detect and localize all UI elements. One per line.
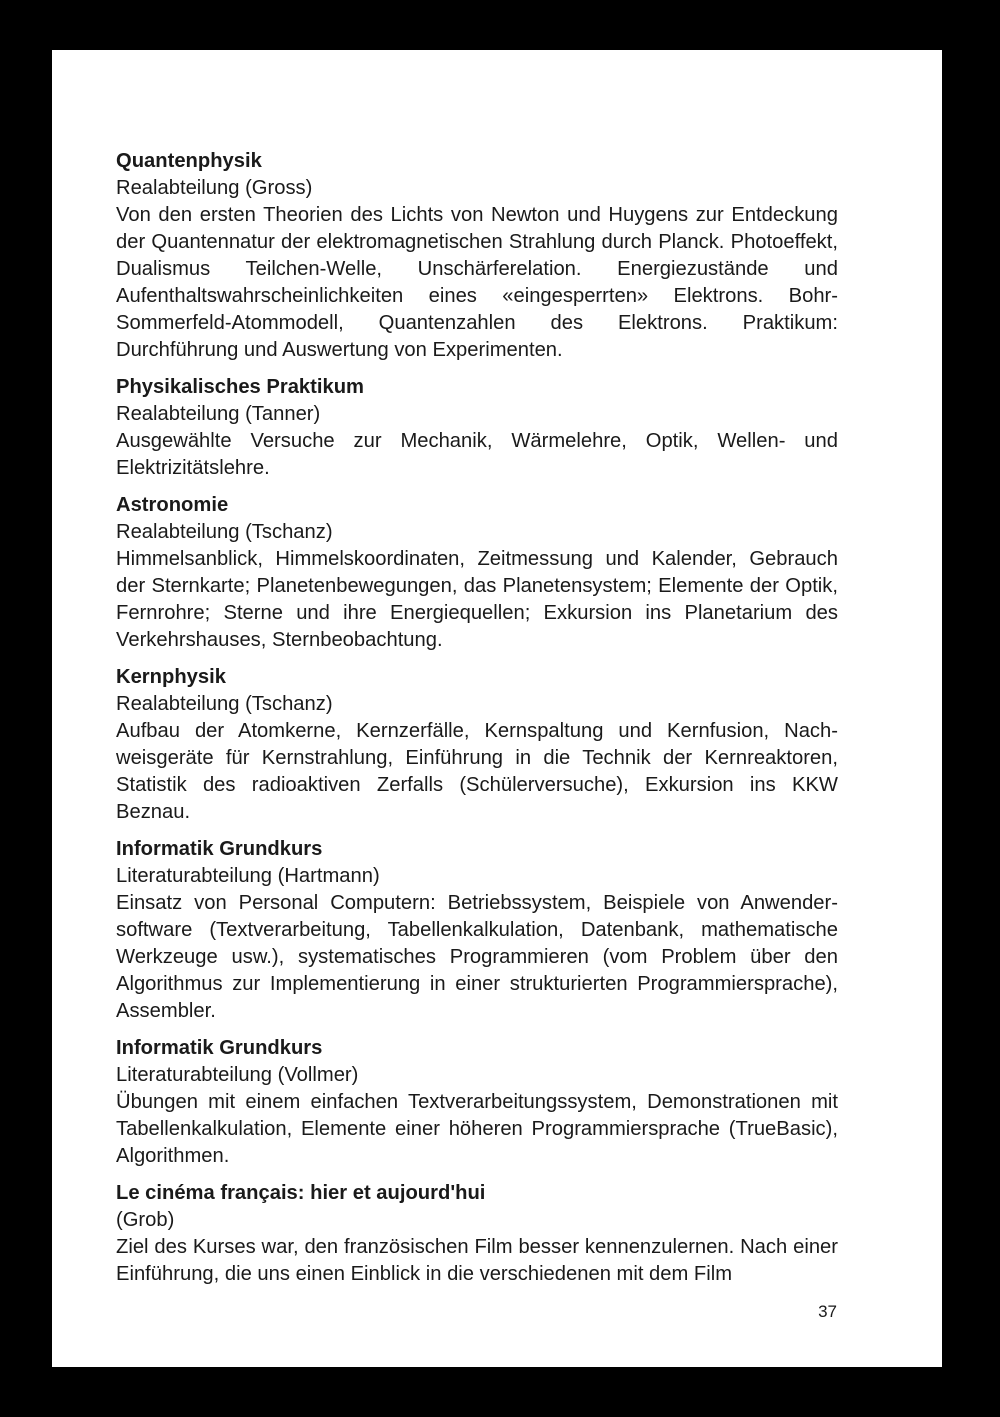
course-description: Himmelsanblick, Himmelskoordinaten, Zeitmessung und Kalender, Gebrauch der Sternkarte; Planetenbewegungen, das Planetensystem; Elemente der Optik, Fernrohre; Sterne und ihre Energiequellen; Exkursion ins Planetarium des Verkehrshauses, Sternbeobachtung. — [116, 548, 838, 651]
course-description: Aufbau der Atomkerne, Kernzerfälle, Kernspaltung und Kernfusion, Nachweisgeräte für Kernstrahlung, Einführung in die Technik der Kernreaktoren, Statistik des radioaktiven Zerfalls (Schülerversuche), Exkursion ins KKW Beznau. — [116, 720, 838, 823]
course-entry — [116, 374, 838, 482]
course-description: Einsatz von Personal Computern: Betriebssystem, Beispiele von Anwendersoftware (Textverarbeitung, Tabellenkalkulation, Datenbank, mathematische Werkzeuge usw.), systematisches Programmieren (vom Problem über den Algorithmus zur Implementierung in einer strukturierten Programmiersprache), Assembler. — [116, 892, 838, 1022]
course-department: Realabteilung (Tanner) — [116, 403, 321, 425]
course-description: Ausgewählte Versuche zur Mechanik, Wärmelehre, Optik, Wellen- und Elektrizitätslehre. — [116, 430, 838, 479]
course-entry — [116, 836, 838, 1025]
page-number: 37 — [818, 1302, 837, 1321]
course-list — [116, 148, 838, 1298]
course-title: Physikalisches Praktikum — [116, 376, 364, 398]
course-description: Von den ersten Theorien des Lichts von Newton und Huygens zur Entdeckung der Quantennatur der elektromagnetischen Strahlung durch Planck. Photoeffekt, Dualismus Teilchen-Welle, Unschärferelation. Energiezustände und Aufenthaltswahrscheinlichkeiten eines «eingesperrten» Elektrons. Bohr-Sommerfeld-Atommodell, Quantenzahlen des Elektrons. Praktikum: Durchführung und Auswertung von Experimenten. — [116, 204, 838, 361]
course-title: Astronomie — [116, 494, 229, 516]
course-department: (Grob) — [116, 1209, 175, 1231]
course-department: Realabteilung (Tschanz) — [116, 521, 333, 543]
course-title: Informatik Grundkurs — [116, 838, 323, 860]
course-entry — [116, 1180, 838, 1288]
course-department: Literaturabteilung (Hartmann) — [116, 865, 380, 887]
course-description: Übungen mit einem einfachen Textverarbeitungssystem, Demonstrationen mit Tabellenkalkulation, Elemente einer höheren Programmiersprache (TrueBasic), Algorithmen. — [116, 1091, 838, 1167]
course-department: Realabteilung (Tschanz) — [116, 693, 333, 715]
course-entry — [116, 148, 838, 364]
course-entry — [116, 492, 838, 654]
course-title: Le cinéma français: hier et aujourd'hui — [116, 1182, 486, 1204]
course-title: Informatik Grundkurs — [116, 1037, 323, 1059]
course-entry — [116, 1035, 838, 1170]
course-description: Ziel des Kurses war, den französischen Film besser kennenzulernen. Nach einer Einführung, die uns einen Einblick in die verschiedenen mit dem Film — [116, 1236, 838, 1285]
document-page — [52, 50, 942, 1367]
course-department: Realabteilung (Gross) — [116, 177, 313, 199]
course-title: Quantenphysik — [116, 150, 262, 172]
course-title: Kernphysik — [116, 666, 226, 688]
course-entry — [116, 664, 838, 826]
course-department: Literaturabteilung (Vollmer) — [116, 1064, 359, 1086]
